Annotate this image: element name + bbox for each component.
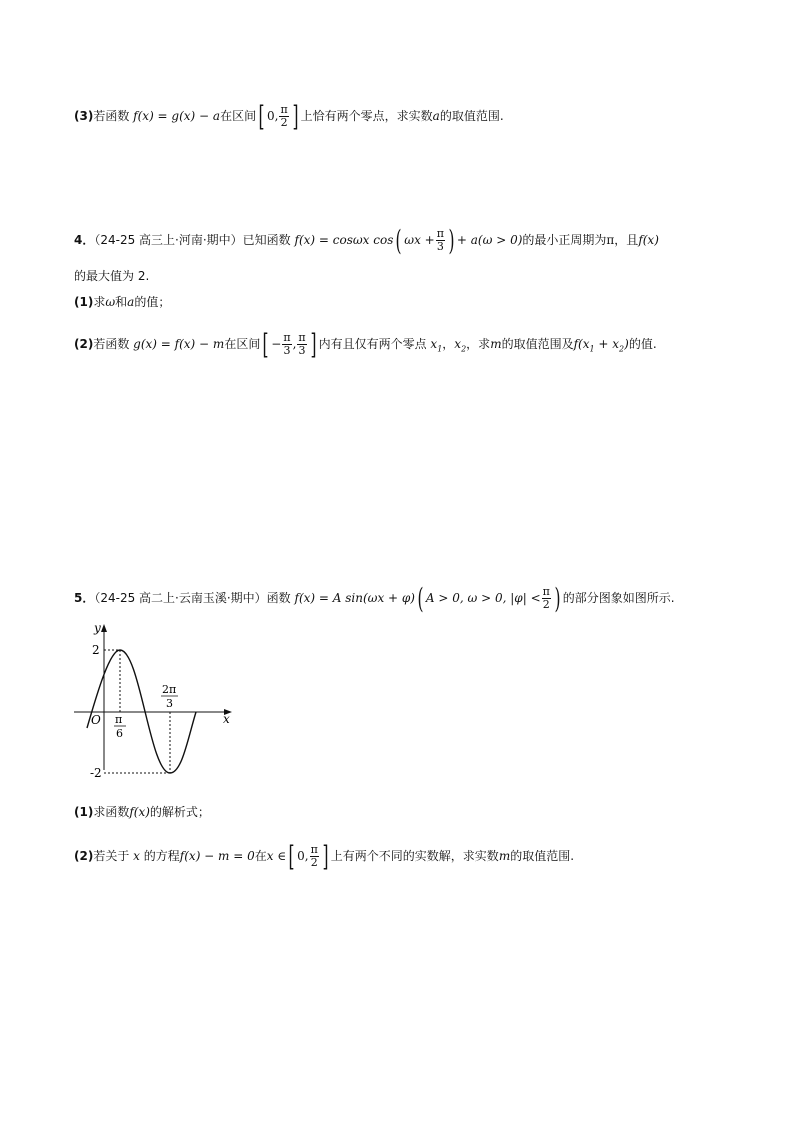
text: 的最小正周期为 — [522, 233, 607, 247]
text: ，求 — [466, 337, 491, 351]
variable-x: x — [133, 849, 140, 863]
function-expression: f(x) = A sin(ωx + φ) — [294, 591, 415, 605]
origin-label: O — [91, 713, 101, 727]
comma: , — [292, 337, 297, 351]
q5-part1 — [74, 804, 210, 820]
fraction-pi-over-2: $\frac{\pi}{2}$ — [542, 585, 550, 611]
fraction-pi-over-3: $\frac{\pi}{3}$ — [298, 331, 306, 357]
paren-right: ) — [554, 581, 561, 615]
text: 求函数 — [93, 805, 130, 819]
minus: − — [271, 337, 282, 351]
y-min-label: -2 — [90, 766, 102, 780]
bracket-left: [ — [262, 327, 269, 361]
g-expression: g(x) = f(x) − m — [133, 337, 225, 351]
text: 和 — [115, 295, 128, 309]
variable-a: a — [432, 109, 440, 123]
sine-graph — [70, 620, 240, 780]
variable-m: m — [490, 337, 502, 351]
fraction-pi-over-2: $\frac{\pi}{2}$ — [280, 103, 288, 129]
paren-left: ( — [417, 581, 424, 615]
tick2-denominator: 3 — [166, 697, 173, 710]
function-expression: f(x) = cosωx cos — [294, 233, 394, 247]
interval-left: 0, — [297, 849, 309, 863]
text: 求 — [93, 295, 106, 309]
function-expression: f(x) = g(x) − a — [133, 109, 221, 123]
tick1-denominator: 6 — [116, 727, 123, 740]
text: 的部分图象如图所示. — [562, 591, 675, 605]
paren-right: ) — [448, 223, 455, 257]
text: 在 — [254, 849, 267, 863]
text: 若关于 — [93, 849, 130, 863]
variable-a: a — [127, 295, 135, 309]
text: 的方程 — [143, 849, 180, 863]
y-axis-label: y — [94, 621, 101, 635]
fraction-pi-over-3: $\frac{\pi}{3}$ — [283, 331, 291, 357]
text: 内有且仅有两个零点 — [318, 337, 427, 351]
x2: $x_2$ — [454, 337, 467, 354]
text: 的取值范围及 — [501, 337, 574, 351]
equation: f(x) − m = 0 — [179, 849, 255, 863]
question-number: 5． — [74, 591, 95, 605]
part-label: (2) — [74, 849, 94, 863]
text: 的最大值为 2. — [74, 269, 150, 283]
bracket-right: ] — [292, 99, 299, 133]
text: 上有两个不同的实数解，求实数 — [330, 849, 499, 863]
separator: ， — [442, 337, 455, 351]
q4-stem-line2 — [74, 268, 149, 284]
text: ，且 — [614, 233, 639, 247]
tick2-numerator: 2π — [162, 683, 177, 696]
q4-part1 — [74, 294, 170, 310]
paren-left: ( — [395, 223, 402, 257]
bracket-right: ] — [310, 327, 317, 361]
conditions: A > 0, ω > 0, |φ| < — [425, 591, 541, 605]
bracket-right: ] — [322, 839, 329, 873]
fx: f(x) — [638, 233, 659, 247]
tail-expression: + a(ω > 0) — [456, 233, 523, 247]
part-label: (1) — [74, 295, 94, 309]
part-label: (3) — [74, 109, 94, 123]
x-axis-label: x — [223, 712, 230, 726]
text: 的值. — [628, 337, 657, 351]
text: 若函数 — [93, 337, 130, 351]
x-in: x ∈ — [266, 849, 287, 863]
text: 的值； — [134, 295, 171, 309]
question-source: （24-25 高二上·云南玉溪·期中）函数 — [94, 591, 291, 605]
fraction-pi-over-2: $\frac{\pi}{2}$ — [310, 843, 318, 869]
variable-m: m — [498, 849, 511, 863]
fraction-pi-over-3: $\frac{\pi}{3}$ — [436, 227, 444, 253]
interval-left: 0, — [267, 109, 279, 123]
inner-expression: ωx + — [404, 233, 435, 247]
text: 的解析式； — [149, 805, 210, 819]
y-axis-arrow — [101, 624, 107, 632]
q5-part2 — [74, 839, 575, 873]
x1: $x_1$ — [430, 337, 443, 354]
text: 在区间 — [224, 337, 261, 351]
tick1-numerator: π — [115, 713, 123, 726]
q3-part3-line — [74, 99, 504, 133]
text: 上恰有两个零点，求实数 — [300, 109, 433, 123]
text: 在区间 — [220, 109, 257, 123]
question-source: （24-25 高三上·河南·期中）已知函数 — [94, 233, 291, 247]
text: 若函数 — [93, 109, 130, 123]
f-sum: $f(x_1 + x_2)$ — [573, 337, 629, 354]
part-label: (1) — [74, 805, 94, 819]
y-max-label: 2 — [92, 643, 100, 657]
part-label: (2) — [74, 337, 94, 351]
text: 的取值范围. — [439, 109, 504, 123]
q4-stem-line1 — [74, 223, 659, 257]
pi-symbol: π — [606, 233, 615, 247]
q5-stem — [74, 581, 675, 615]
bracket-left: [ — [258, 99, 265, 133]
bracket-left: [ — [288, 839, 295, 873]
fx: f(x) — [129, 805, 150, 819]
q4-part2 — [74, 327, 657, 361]
omega: ω — [105, 295, 116, 309]
question-number: 4． — [74, 233, 95, 247]
text: 的取值范围. — [510, 849, 575, 863]
